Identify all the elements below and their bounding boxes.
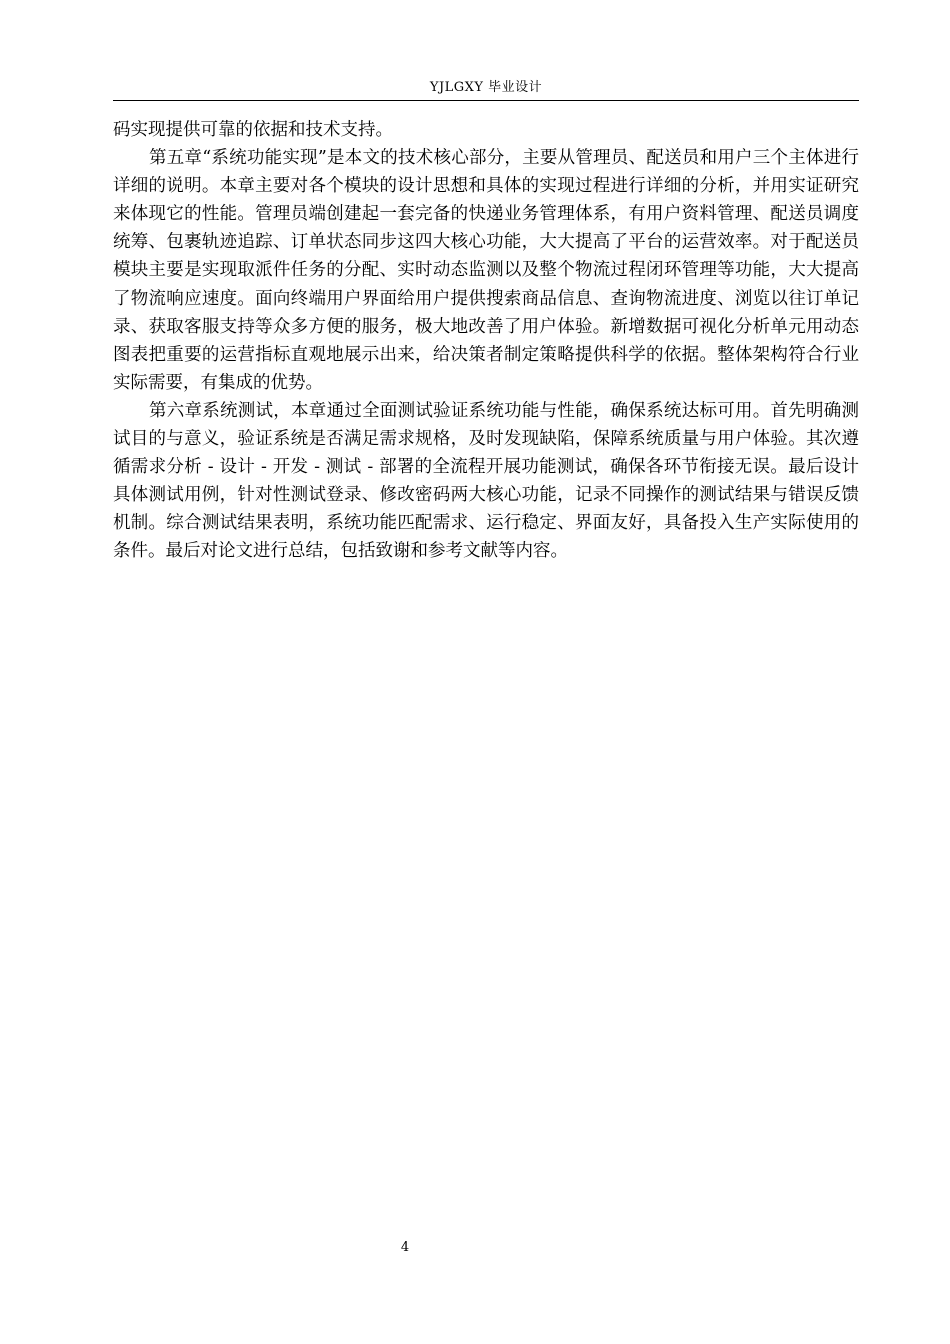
paragraph-chapter-six: 第六章系统测试，本章通过全面测试验证系统功能与性能，确保系统达标可用。首先明确测试目的与意义，验证系统是否满足需求规格，及时发现缺陷，保障系统质量与用户体验。其次遵循需求分析 - 设计 - 开发 - 测试 - 部署的全流程开展功能测试，确保各环节衔接无误。最后设计具体测试用例，针对性测试登录、修改密码两大核心功能，记录不同操作的测试结果与错误反馈机制。综合测试结果表明，系统功能匹配需求、运行稳定、界面友好，具备投入生产实际使用的条件。最后对论文进行总结，包括致谢和参考文献等内容。 bbox=[113, 400, 859, 562]
header-divider bbox=[113, 100, 859, 101]
paragraph-continuation: 码实现提供可靠的依据和技术支持。 bbox=[113, 120, 393, 140]
paragraph-chapter-five: 第五章“系统功能实现”是本文的技术核心部分，主要从管理员、配送员和用户三个主体进行详细的说明。本章主要对各个模块的设计思想和具体的实现过程进行详细的分析，并用实证研究来体现它的性能。管理员端创建起一套完备的快递业务管理体系，有用户资料管理、配送员调度统筹、包裹轨迹追踪、订单状态同步这四大核心功能，大大提高了平台的运营效率。对于配送员模块主要是实现取派件任务的分配、实时动态监测以及整个物流过程闭环管理等功能，大大提高了物流响应速度。面向终端用户界面给用户提供搜索商品信息、查询物流进度、浏览以往订单记录、获取客服支持等众多方便的服务，极大地改善了用户体验。新增数据可视化分析单元用动态图表把重要的运营指标直观地展示出来，给决策者制定策略提供科学的依据。整体架构符合行业实际需要，有集成的优势。 bbox=[113, 148, 859, 393]
page-number: 4 bbox=[400, 1240, 410, 1255]
page-header-title: YJLGXY 毕业设计 bbox=[429, 80, 543, 95]
document-body bbox=[113, 116, 859, 566]
